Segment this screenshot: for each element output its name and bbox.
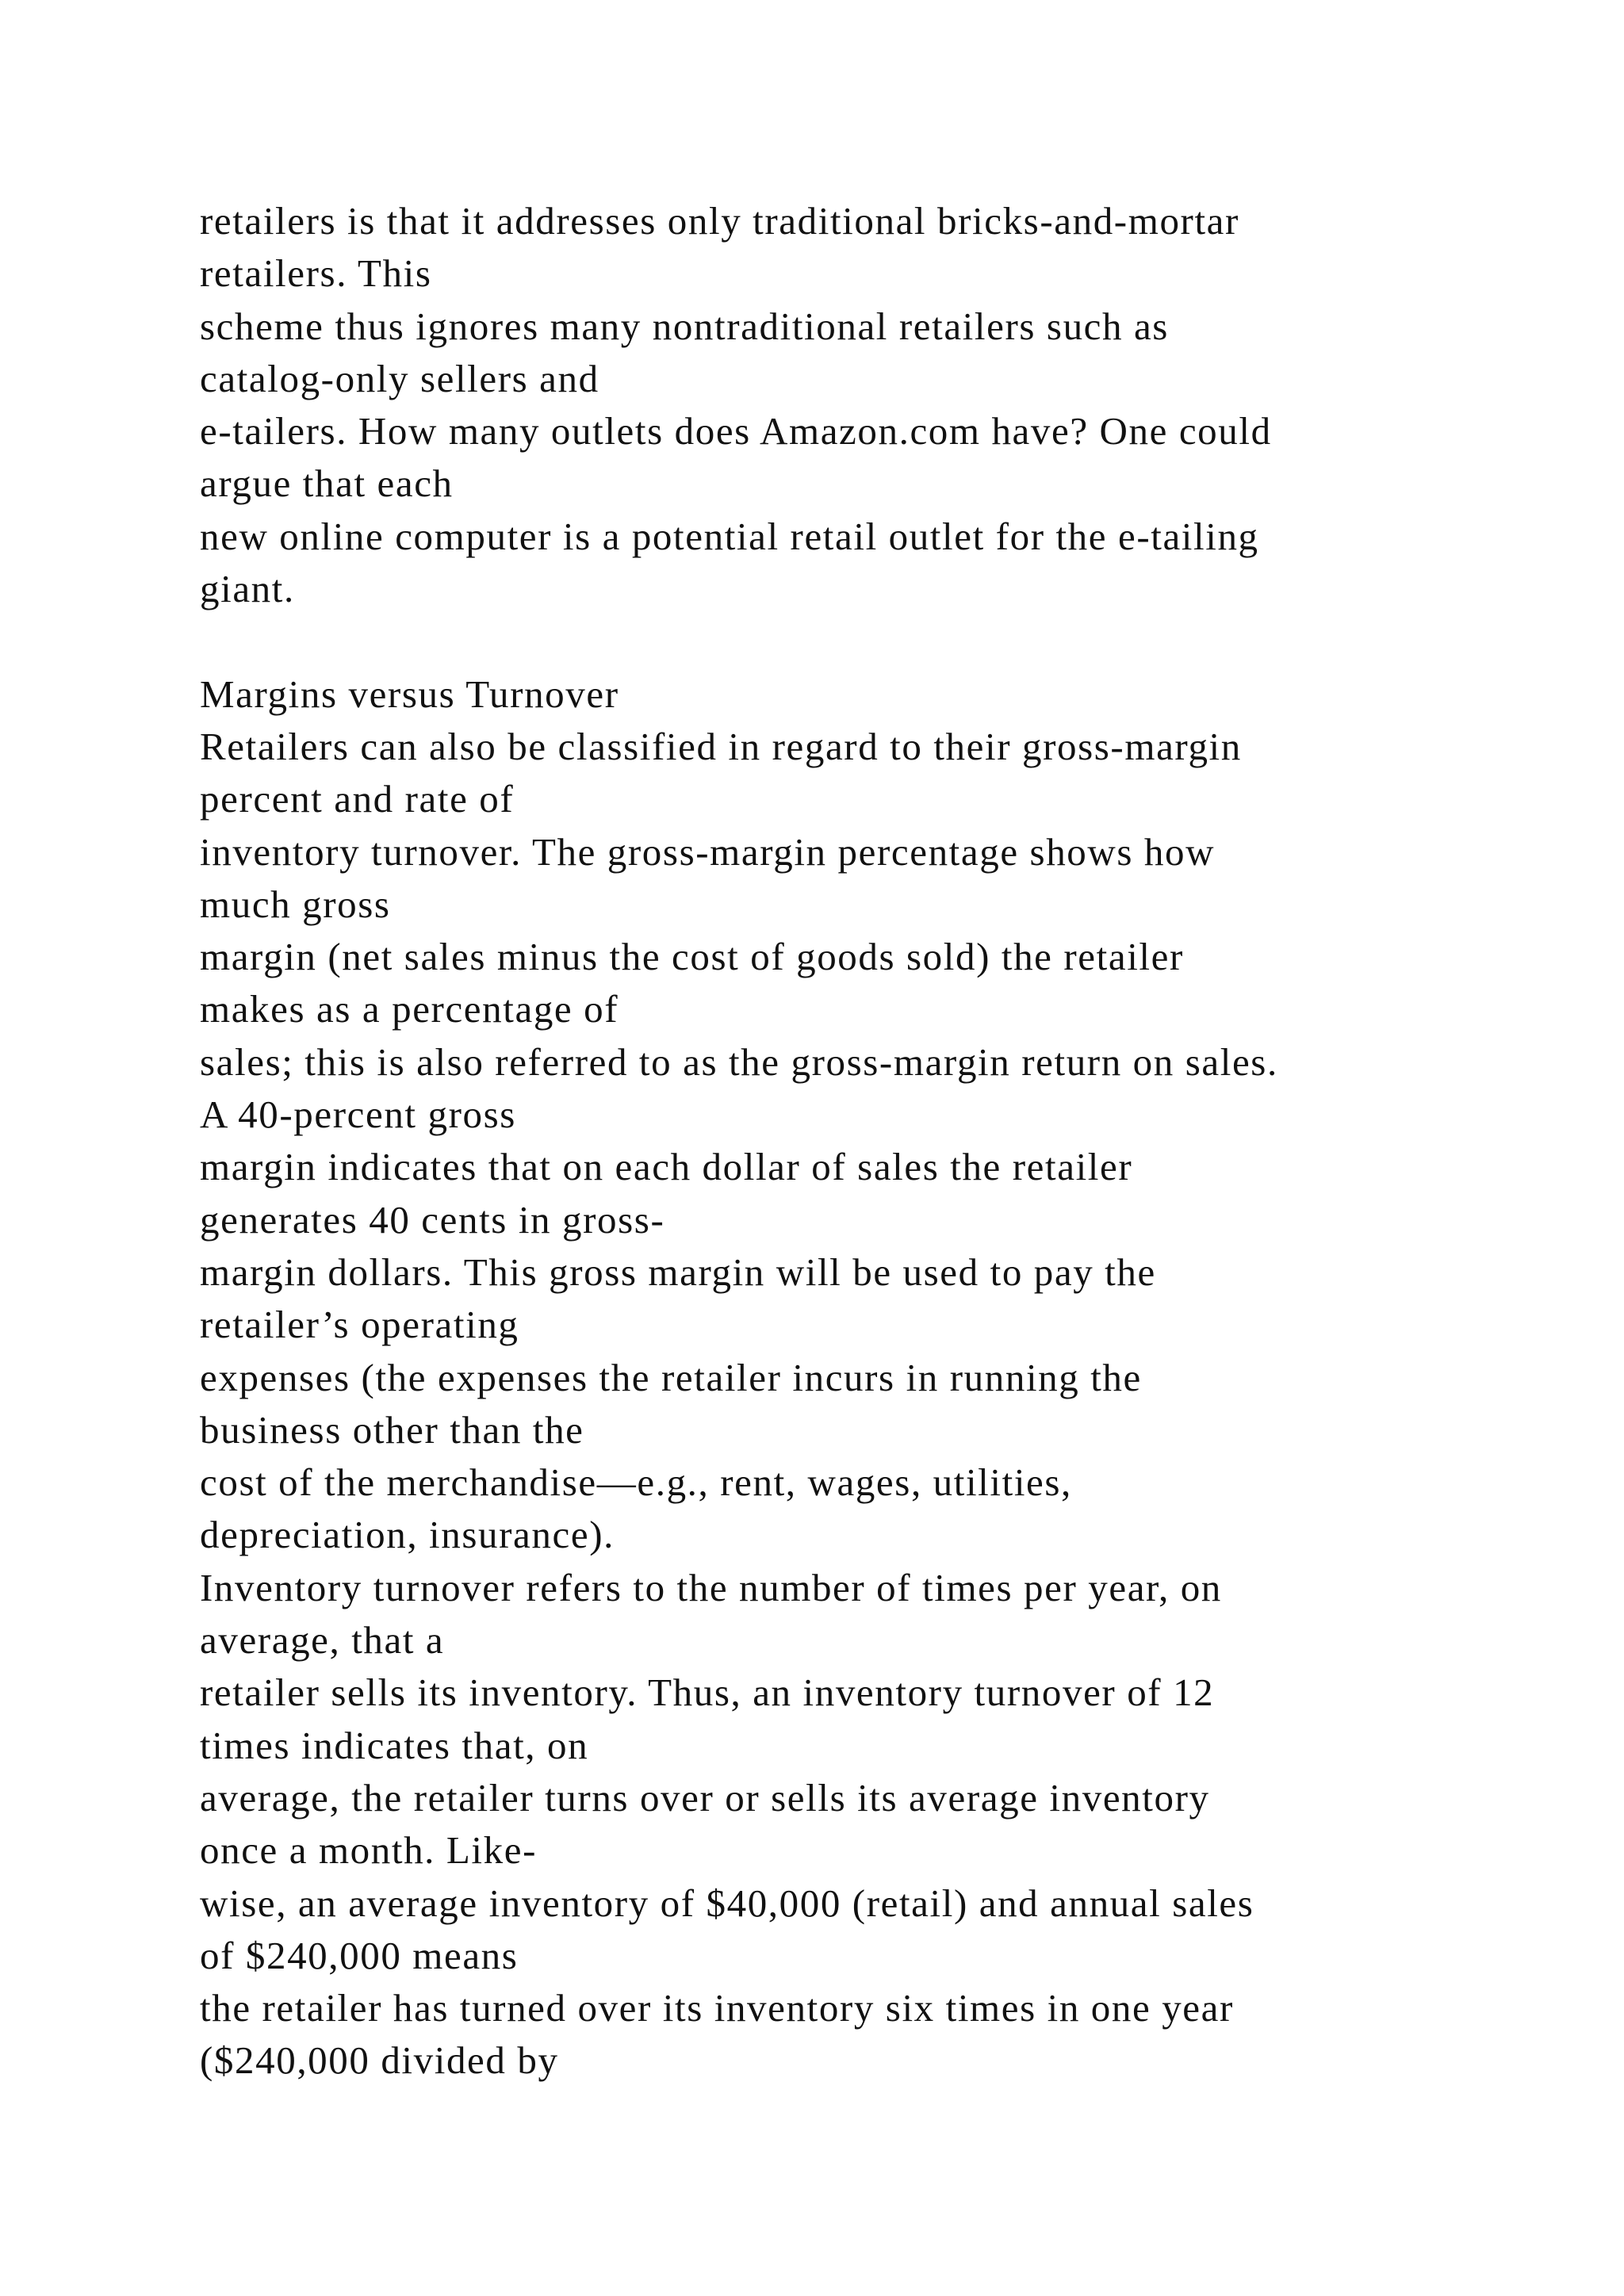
text-line: new online computer is a potential retail outlet for the e-tailing	[200, 514, 1259, 558]
text-line: of $240,000 means	[200, 1933, 519, 1977]
section-heading: Margins versus Turnover	[200, 672, 619, 716]
text-line: argue that each	[200, 461, 454, 506]
text-line: the retailer has turned over its inventory six times in one year	[200, 1986, 1234, 2030]
text-line: A 40-percent gross	[200, 1093, 516, 1137]
text-line: sales; this is also referred to as the gross-margin return on sales.	[200, 1039, 1278, 1084]
text-line: cost of the merchandise—e.g., rent, wages, utilities,	[200, 1460, 1072, 1505]
text-line: depreciation, insurance).	[200, 1513, 615, 1557]
text-line: margin (net sales minus the cost of goods sold) the retailer	[200, 935, 1184, 979]
text-line: scheme thus ignores many nontraditional retailers such as	[200, 304, 1169, 348]
text-line: margin indicates that on each dollar of sales the retailer	[200, 1145, 1133, 1189]
text-line: percent and rate of	[200, 777, 515, 821]
text-line: retailer sells its inventory. Thus, an inventory turnover of 12	[200, 1670, 1215, 1715]
text-line: Retailers can also be classified in regard to their gross-margin	[200, 724, 1242, 768]
text-line: business other than the	[200, 1407, 584, 1452]
text-line: average, that a	[200, 1618, 445, 1663]
text-line: retailers is that it addresses only traditional bricks-and-mortar	[200, 199, 1239, 243]
text-line: generates 40 cents in gross-	[200, 1197, 665, 1242]
text-line: margin dollars. This gross margin will be used to pay the	[200, 1249, 1156, 1294]
text-line: times indicates that, on	[200, 1723, 589, 1767]
text-line: once a month. Like-	[200, 1828, 537, 1873]
paragraph-break	[200, 615, 1548, 668]
text-line: makes as a percentage of	[200, 987, 619, 1031]
text-line: average, the retailer turns over or sells its average inventory	[200, 1775, 1210, 1820]
text-line: much gross	[200, 882, 391, 926]
text-line: catalog-only sellers and	[200, 356, 599, 400]
text-line: giant.	[200, 567, 295, 611]
text-line: retailers. This	[200, 251, 432, 296]
text-line: retailer’s operating	[200, 1303, 519, 1347]
text-line: e-tailers. How many outlets does Amazon.com have? One could	[200, 409, 1272, 453]
text-line: ($240,000 divided by	[200, 2038, 559, 2083]
text-line: inventory turnover. The gross-margin percentage shows how	[200, 829, 1216, 874]
body-text	[200, 195, 1548, 2087]
text-line: Inventory turnover refers to the number of times per year, on	[200, 1565, 1222, 1609]
text-line: expenses (the expenses the retailer incurs in running the	[200, 1355, 1142, 1399]
text-line: wise, an average inventory of $40,000 (retail) and annual sales	[200, 1881, 1254, 1925]
